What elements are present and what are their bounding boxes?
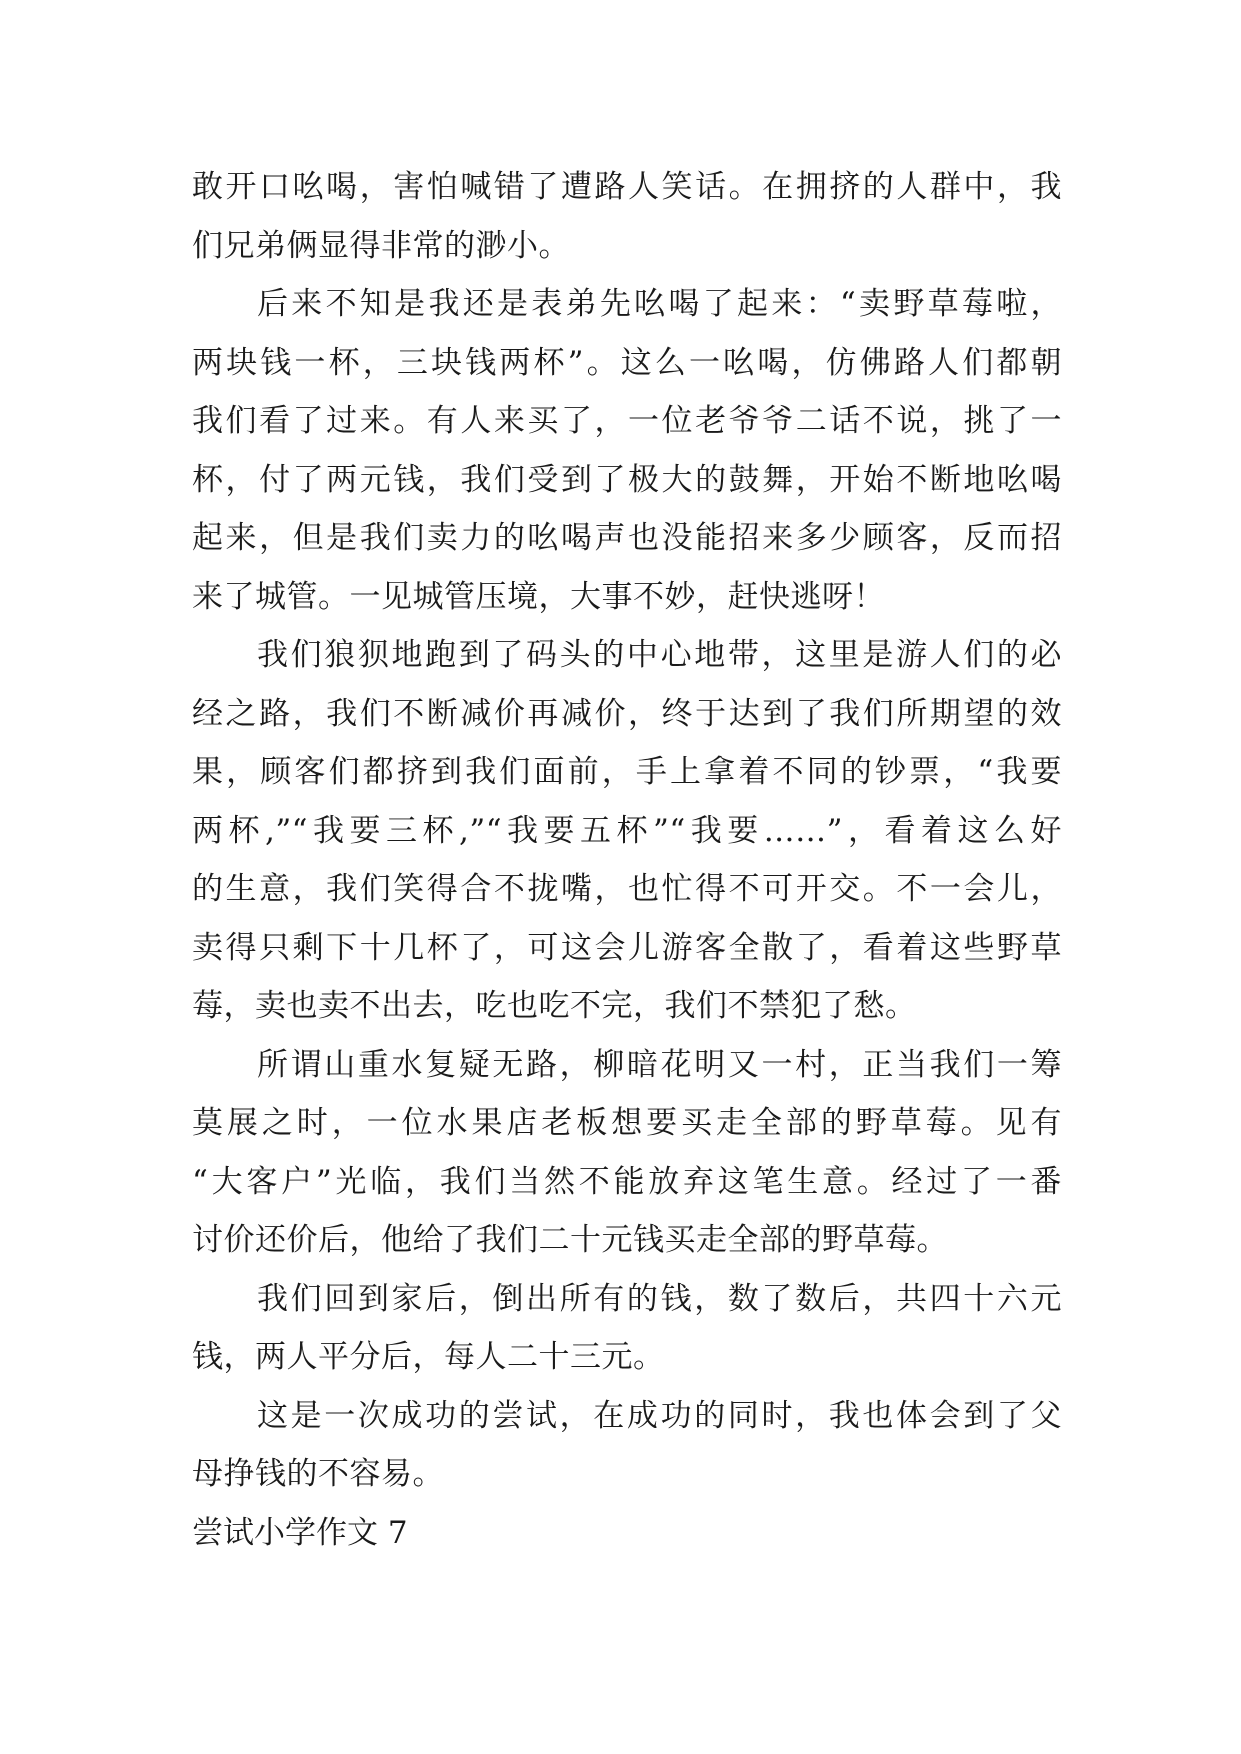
text-line: 钱，两人平分后，每人二十三元。 bbox=[192, 1339, 665, 1375]
text-line: 的生意，我们笑得合不拢嘴，也忙得不可开交。不一会儿， bbox=[192, 871, 1062, 907]
text-line: 这是一次成功的尝试，在成功的同时，我也体会到了父 bbox=[257, 1397, 1062, 1434]
text-line: 讨价还价后，他给了我们二十元钱买走全部的野草莓。 bbox=[192, 1222, 948, 1258]
text-line: 卖得只剩下十几杯了，可这会儿游客全散了，看着这些野草 bbox=[192, 929, 1062, 966]
text-line: 所谓山重水复疑无路，柳暗花明又一村，正当我们一筹 bbox=[257, 1046, 1062, 1083]
text-line: 起来，但是我们卖力的吆喝声也没能招来多少顾客，反而招 bbox=[192, 520, 1062, 556]
text-line: 们兄弟俩显得非常的渺小。 bbox=[192, 227, 570, 264]
document-body bbox=[192, 158, 1062, 1562]
text-line: 果，顾客们都挤到我们面前，手上拿着不同的钞票，“我要 bbox=[192, 754, 1062, 790]
text-line: 两杯,”“我要三杯,”“我要五杯”“我要……”，看着这么好 bbox=[192, 812, 1062, 849]
text-line: 来了城管。一见城管压境，大事不妙，赶快逃呀！ bbox=[192, 578, 885, 615]
section-heading: 尝试小学作文 7 bbox=[192, 1514, 408, 1551]
text-line: 经之路，我们不断减价再减价，终于达到了我们所期望的效 bbox=[192, 695, 1062, 732]
text-line: 我们回到家后，倒出所有的钱，数了数后，共四十六元 bbox=[257, 1280, 1062, 1317]
text-line: 我们狼狈地跑到了码头的中心地带，这里是游人们的必 bbox=[257, 637, 1062, 673]
text-line: 我们看了过来。有人来买了，一位老爷爷二话不说，挑了一 bbox=[192, 403, 1062, 439]
text-line: 敢开口吆喝，害怕喊错了遭路人笑话。在拥挤的人群中，我 bbox=[192, 169, 1062, 205]
text-line: 母挣钱的不容易。 bbox=[192, 1456, 444, 1492]
text-line: “大客户”光临，我们当然不能放弃这笔生意。经过了一番 bbox=[192, 1163, 1062, 1200]
text-line: 杯，付了两元钱，我们受到了极大的鼓舞，开始不断地吆喝 bbox=[192, 461, 1062, 498]
text-line: 莫展之时，一位水果店老板想要买走全部的野草莓。见有 bbox=[192, 1105, 1062, 1141]
text-line: 两块钱一杯，三块钱两杯”。这么一吆喝，仿佛路人们都朝 bbox=[192, 344, 1062, 381]
text-line: 后来不知是我还是表弟先吆喝了起来：“卖野草莓啦， bbox=[257, 286, 1062, 322]
text-line: 莓，卖也卖不出去，吃也吃不完，我们不禁犯了愁。 bbox=[192, 988, 917, 1024]
